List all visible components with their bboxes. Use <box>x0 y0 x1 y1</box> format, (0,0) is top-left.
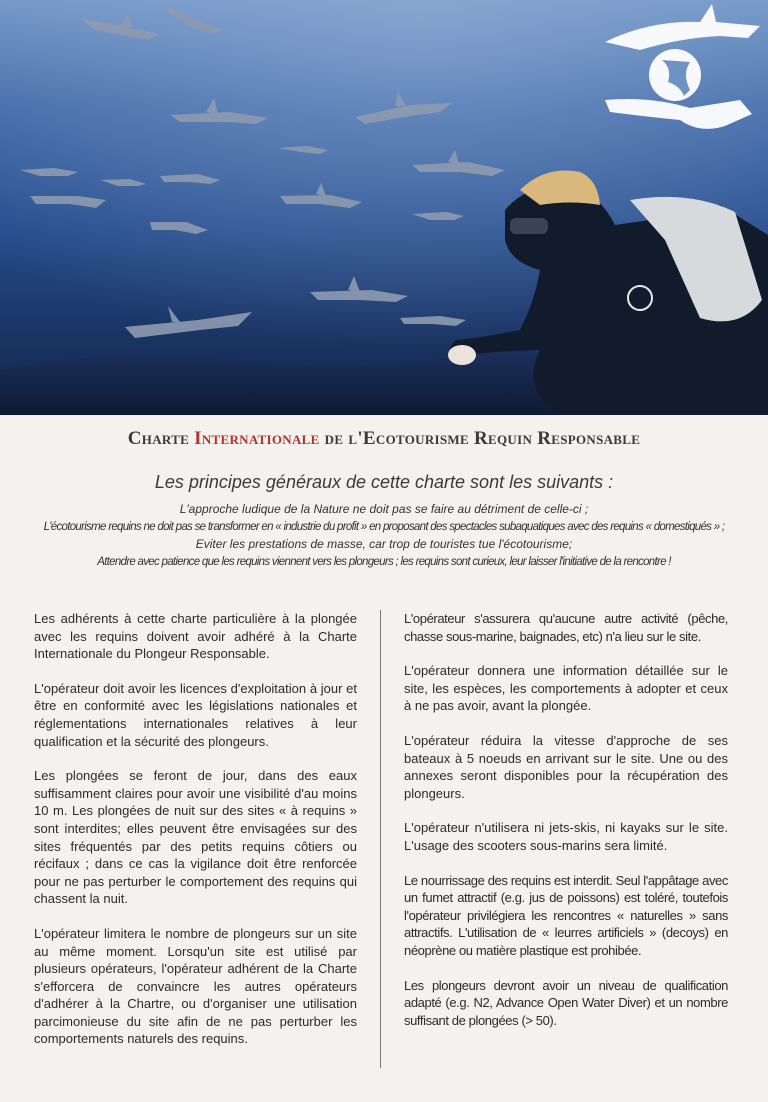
rule-paragraph: Les plongeurs devront avoir un niveau de qualification adapté (e.g. N2, Advance Open Water Diver) et un nombre suffisant de plongées (> 50). <box>404 977 728 1028</box>
rule-paragraph: Les adhérents à cette charte particulière à la plongée avec les requins doivent avoir adhéré à la Charte Internationale du Plongeur Responsable. <box>34 611 357 662</box>
header-photo <box>0 0 768 415</box>
underwater-scene <box>0 0 768 415</box>
rule-paragraph: L'opérateur limitera le nombre de plongeurs sur un site au même moment. Lorsqu'un site est utilisé par plusieurs opérateurs, l'opérateur adhérent de la Charte s'efforcera de convaincre les autres opérateurs d'adhérer à la Chartre, ou d'organiser une utilisation parcimonieuse du site afin de ne pas perturber les comportements naturels des requins. <box>34 925 357 1047</box>
section-subtitle: Les principes généraux de cette charte sont les suivants : <box>154 472 614 492</box>
rule-paragraph: L'opérateur réduira la vitesse d'approche de ses bateaux à 5 noeuds en arrivant sur le site. Une ou des annexes seront disponibles pour la récupération des plongeurs. <box>404 732 728 801</box>
page-title <box>0 428 768 450</box>
rule-paragraph: L'opérateur donnera une information détaillée sur le site, les espèces, les comportements à adopter et ceux à ne pas avoir, avant la plongée. <box>404 663 728 714</box>
left-column <box>34 610 357 1065</box>
principle-item: L'écotourisme requins ne doit pas se transformer en « industrie du profit » en proposant des spectacles subaquatiques avec des requins « domestiqués » ; <box>43 520 725 533</box>
title-part-charte: Charte <box>127 428 195 449</box>
principle-item: L'approche ludique de la Nature ne doit pas se faire au détriment de celle-ci ; <box>179 502 589 516</box>
title-part-internationale: Internationale <box>194 428 320 449</box>
principles-list <box>20 501 748 571</box>
rule-paragraph: L'opérateur n'utilisera ni jets-skis, ni kayaks sur le site. L'usage des scooters sous-marins sera limité. <box>404 820 728 853</box>
principle-item: Attendre avec patience que les requins viennent vers les plongeurs ; les requins sont curieux, leur laisser l'initiative de la rencontre ! <box>97 555 671 568</box>
rule-paragraph: L'opérateur doit avoir les licences d'exploitation à jour et être en conformité avec les législations nationales et réglementations internationales relatives à leur qualification et la sécurité des plongeurs. <box>34 680 357 749</box>
rule-paragraph: Le nourrissage des requins est interdit. Seul l'appâtage avec un fumet attractif (e.g. jus de poissons) est toléré, toutefois l'opérateur privilégiera les rencontres « naturelles » sans attractifs. L'utilisation de « leurres artificiels » (decoys) en néoprène ou matière plastique est prohibée. <box>404 872 728 958</box>
diver-hand <box>448 345 476 365</box>
rule-paragraph: Les plongées se feront de jour, dans des eaux suffisamment claires pour avoir une visibilité d'au moins 10 m. Les plongées de nuit sur des sites « à requins » sont interdites; elles peuvent être envisagées sur des sites fréquentés par des petits requins côtiers ou récifaux ; dans ce cas la vigilance doit être renforcée pour ne pas perturber le comportement des requins qui chassent la nuit. <box>34 768 357 907</box>
principle-item: Eviter les prestations de masse, car trop de touristes tue l'écotourisme; <box>195 537 573 551</box>
title-part-rest: de l'Ecotourisme Requin Responsable <box>319 428 641 449</box>
column-divider <box>380 610 381 1068</box>
right-column <box>404 610 728 1046</box>
diver-mask <box>510 218 548 234</box>
rule-paragraph: L'opérateur s'assurera qu'aucune autre activité (pêche, chasse sous-marine, baignades, etc) n'a lieu sur le site. <box>404 611 728 644</box>
